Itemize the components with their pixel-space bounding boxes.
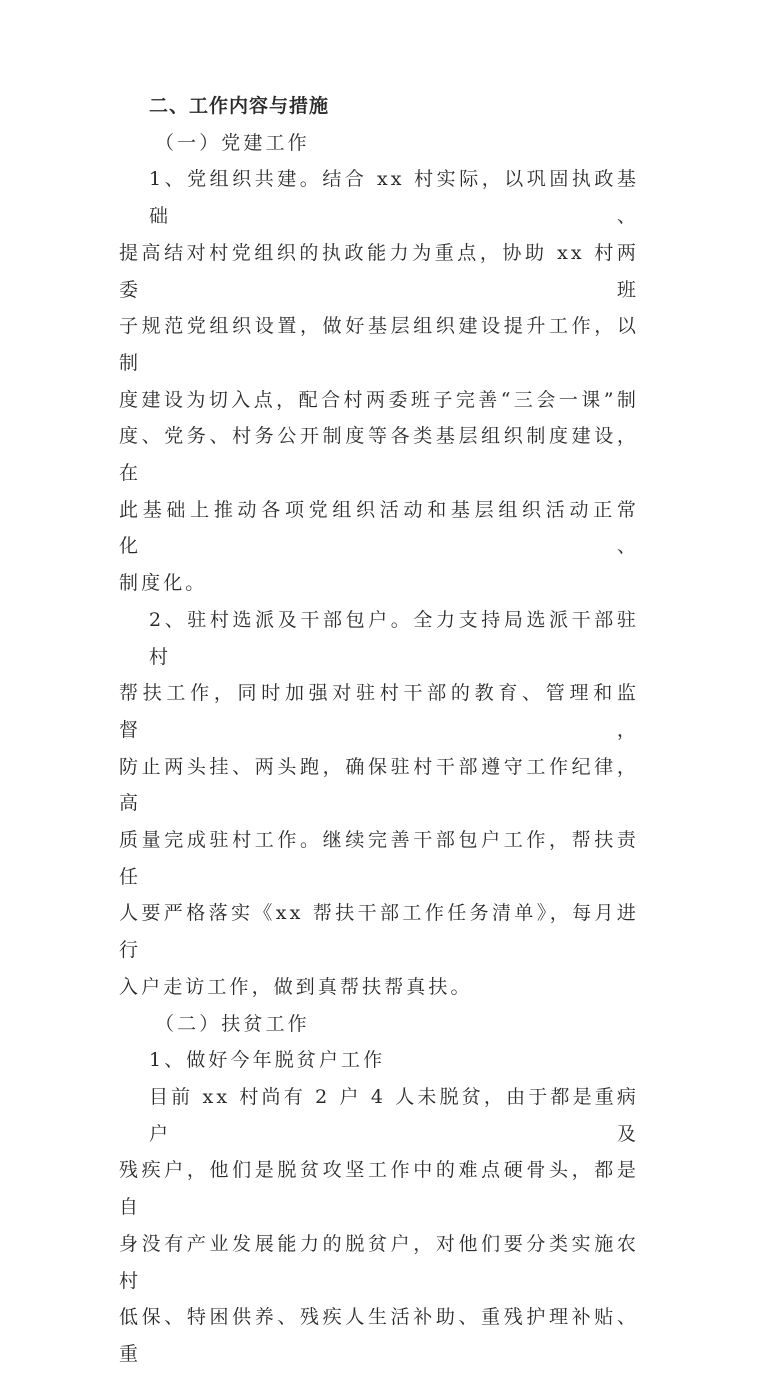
paragraph-line: 子规范党组织设置，做好基层组织建设提升工作，以制 [119,315,639,374]
paragraph-line: 1、做好今年脱贫户工作 [149,1049,386,1072]
paragraph-line: 帮扶工作，同时加强对驻村干部的教育、管理和监督， [119,682,639,741]
paragraph-line: 入户走访工作，做到真帮扶帮真扶。 [119,975,473,998]
paragraph-line: 身没有产业发展能力的脱贫户，对他们要分类实施农村 [119,1232,639,1292]
paragraph-line: 防止两头挂、两头跑，确保驻村干部遵守工作纪律，高 [119,755,639,815]
paragraph-line: 目前 xx 村尚有 2 户 4 人未脱贫，由于都是重病户及 [149,1085,639,1145]
paragraph-line: 度、党务、村务公开制度等各类基层组织制度建设，在 [119,425,639,485]
document-body [119,88,639,1373]
paragraph-line: 此基础上推动各项党组织活动和基层组织活动正常化、 [119,498,639,558]
paragraph-line: 残疾户，他们是脱贫攻坚工作中的难点硬骨头，都是自 [119,1159,639,1219]
paragraph-line: 质量完成驻村工作。继续完善干部包户工作，帮扶责任 [119,829,639,888]
paragraph-line: 提高结对村党组织的执政能力为重点，协助 xx 村两委班 [119,241,639,301]
paragraph-line: 2、驻村选派及干部包户。全力支持局选派干部驻村 [149,608,639,668]
paragraph-line: 1、党组织共建。结合 xx 村实际，以巩固执政基础、 [149,168,639,228]
paragraph-line: 人要严格落实《xx 帮扶干部工作任务清单》，每月进行 [119,902,639,962]
section-heading: 二、工作内容与措施 [149,95,330,117]
paragraph-line: 度建设为切入点，配合村两委班子完善“三会一课”制 [119,388,639,411]
paragraph-line: 低保、特困供养、残疾人生活补助、重残护理补贴、重 [119,1306,639,1365]
subsection-title: （一）党建工作 [155,131,310,154]
subsection-title: （二）扶贫工作 [155,1012,310,1035]
paragraph-line: 制度化。 [119,572,208,595]
